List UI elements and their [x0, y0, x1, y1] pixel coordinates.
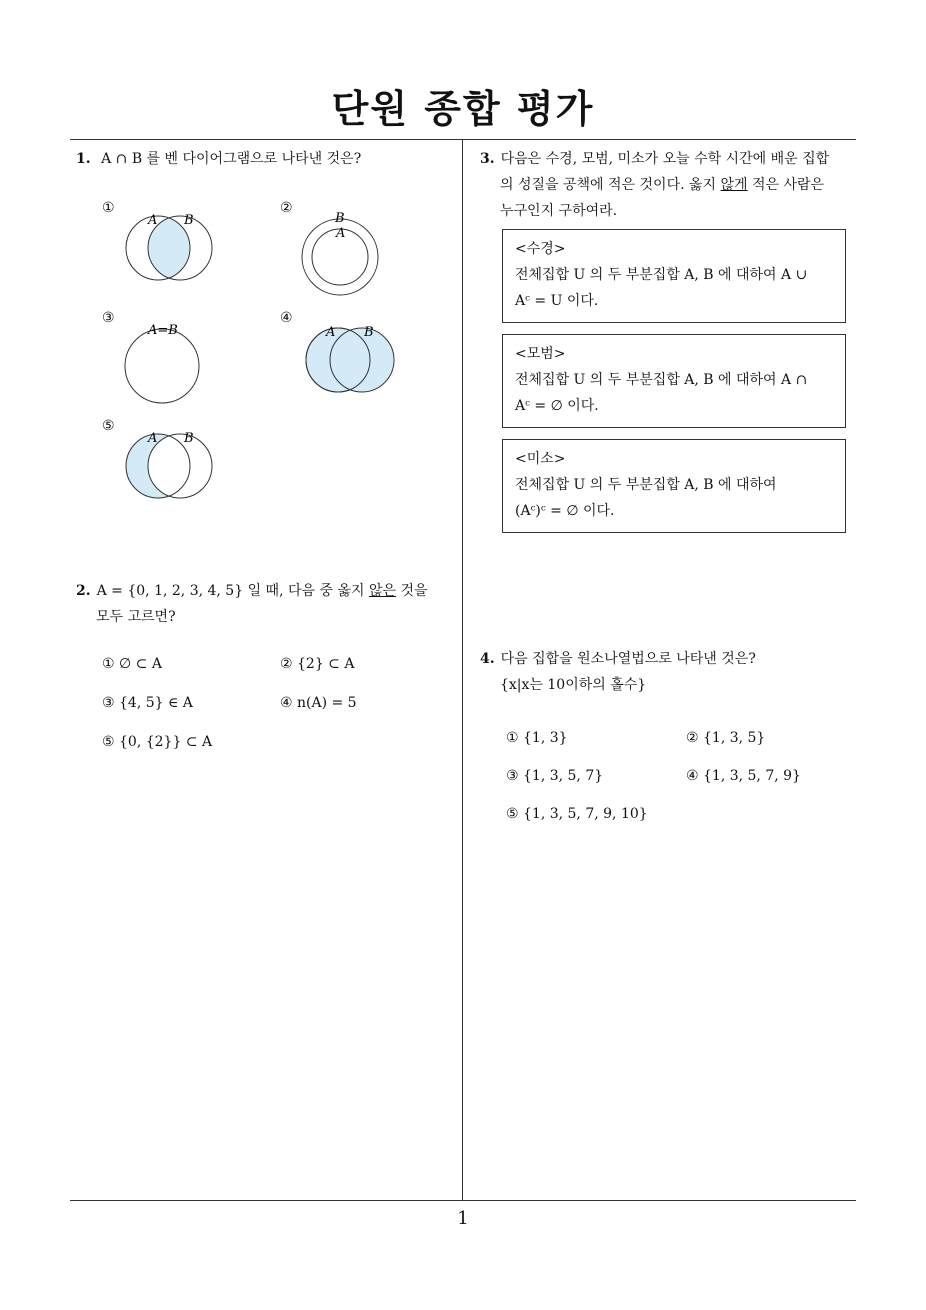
question-4-line2: {x|x는 10이하의 홀수} — [500, 677, 647, 693]
question-2-line1: A = {0, 1, 2, 3, 4, 5} 일 때, 다음 중 옳지 — [96, 583, 369, 599]
question-3-line2a: 의 성질을 공책에 적은 것이다. 옳지 — [500, 177, 721, 193]
question-3 — [480, 146, 860, 224]
venn-4-circle-b — [330, 328, 394, 392]
venn-3-label: A=B — [148, 323, 178, 338]
box-2-name: <모범> — [515, 346, 566, 362]
question-1 — [76, 146, 361, 172]
venn-diagram-1 — [120, 210, 220, 280]
box-3-line2: (Aᶜ)ᶜ = ∅ 이다. — [515, 503, 615, 519]
venn-1-label-a: A — [148, 213, 158, 228]
q4-choice-3[interactable]: ③ {1, 3, 5, 7} — [506, 768, 604, 784]
box-1-line2: Aᶜ = U 이다. — [515, 293, 599, 309]
question-3-line2b: 적은 사람은 — [747, 177, 825, 193]
question-4 — [480, 646, 860, 698]
box-3-line1: 전체집합 U 의 두 부분집합 A, B 에 대하여 — [515, 477, 777, 493]
box-1-name: <수경> — [515, 241, 566, 257]
q2-choice-5[interactable]: ⑤ {0, {2}} ⊂ A — [102, 734, 213, 750]
venn-diagram-4 — [300, 322, 400, 392]
venn-2-label-b: B — [335, 211, 345, 226]
venn-1-label-b: B — [184, 213, 194, 228]
venn-2-label-a: A — [336, 226, 346, 241]
venn-5-label-b: B — [184, 431, 194, 446]
question-3-line3: 누구인지 구하여라. — [500, 203, 618, 219]
bottom-divider — [70, 1200, 856, 1201]
q1-choice-2-marker[interactable]: ② — [280, 200, 293, 216]
venn-diagram-3 — [120, 322, 210, 412]
q1-choice-1-marker[interactable]: ① — [102, 200, 115, 216]
question-1-number: 1. — [76, 151, 91, 167]
question-1-text: A ∩ B 를 벤 다이어그램으로 나타낸 것은? — [101, 151, 362, 167]
q4-choice-4[interactable]: ④ {1, 3, 5, 7, 9} — [686, 768, 801, 784]
page-number: 1 — [457, 1208, 469, 1229]
venn-5-label-a: A — [148, 431, 158, 446]
venn-3-circle — [125, 329, 199, 403]
question-3-line1: 다음은 수경, 모범, 미소가 오늘 수학 시간에 배운 집합 — [500, 151, 830, 167]
box-2-line2: Aᶜ = ∅ 이다. — [515, 398, 599, 414]
box-3-name: <미소> — [515, 451, 566, 467]
page-title: 단원 종합 평가 — [331, 87, 595, 131]
box-1-line1: 전체집합 U 의 두 부분집합 A, B 에 대하여 A ∪ — [515, 267, 808, 283]
answer-box-mobeom — [502, 334, 846, 428]
question-2-line1-end: 것을 — [396, 583, 428, 599]
q4-choice-1[interactable]: ① {1, 3} — [506, 730, 568, 746]
question-2-number: 2. — [76, 583, 91, 599]
venn-diagram-2 — [300, 210, 390, 300]
question-3-underline: 않게 — [720, 177, 748, 193]
venn-diagram-5 — [120, 430, 220, 500]
venn-4-label-a: A — [326, 325, 336, 340]
q1-choice-5-marker[interactable]: ⑤ — [102, 418, 115, 434]
q1-choice-4-marker[interactable]: ④ — [280, 310, 293, 326]
answer-box-sugyeong — [502, 229, 846, 323]
question-2-underline: 않은 — [368, 583, 397, 599]
question-2-line2: 모두 고르면? — [96, 609, 176, 625]
q1-choice-3-marker[interactable]: ③ — [102, 310, 115, 326]
venn-4-label-b: B — [364, 325, 374, 340]
column-divider — [462, 140, 463, 1200]
q4-choice-2[interactable]: ② {1, 3, 5} — [686, 730, 766, 746]
question-4-line1: 다음 집합을 원소나열법으로 나타낸 것은? — [500, 651, 756, 667]
top-divider — [70, 139, 856, 140]
question-4-number: 4. — [480, 651, 495, 667]
q2-choice-3[interactable]: ③ {4, 5} ∈ A — [102, 695, 193, 711]
question-2 — [76, 578, 456, 630]
answer-box-miso — [502, 439, 846, 533]
question-3-number: 3. — [480, 151, 495, 167]
q2-choice-4[interactable]: ④ n(A) = 5 — [280, 695, 357, 711]
box-2-line1: 전체집합 U 의 두 부분집합 A, B 에 대하여 A ∩ — [515, 372, 808, 388]
q2-choice-2[interactable]: ② {2} ⊂ A — [280, 656, 355, 672]
q2-choice-1[interactable]: ① ∅ ⊂ A — [102, 656, 162, 672]
q4-choice-5[interactable]: ⑤ {1, 3, 5, 7, 9, 10} — [506, 806, 648, 822]
